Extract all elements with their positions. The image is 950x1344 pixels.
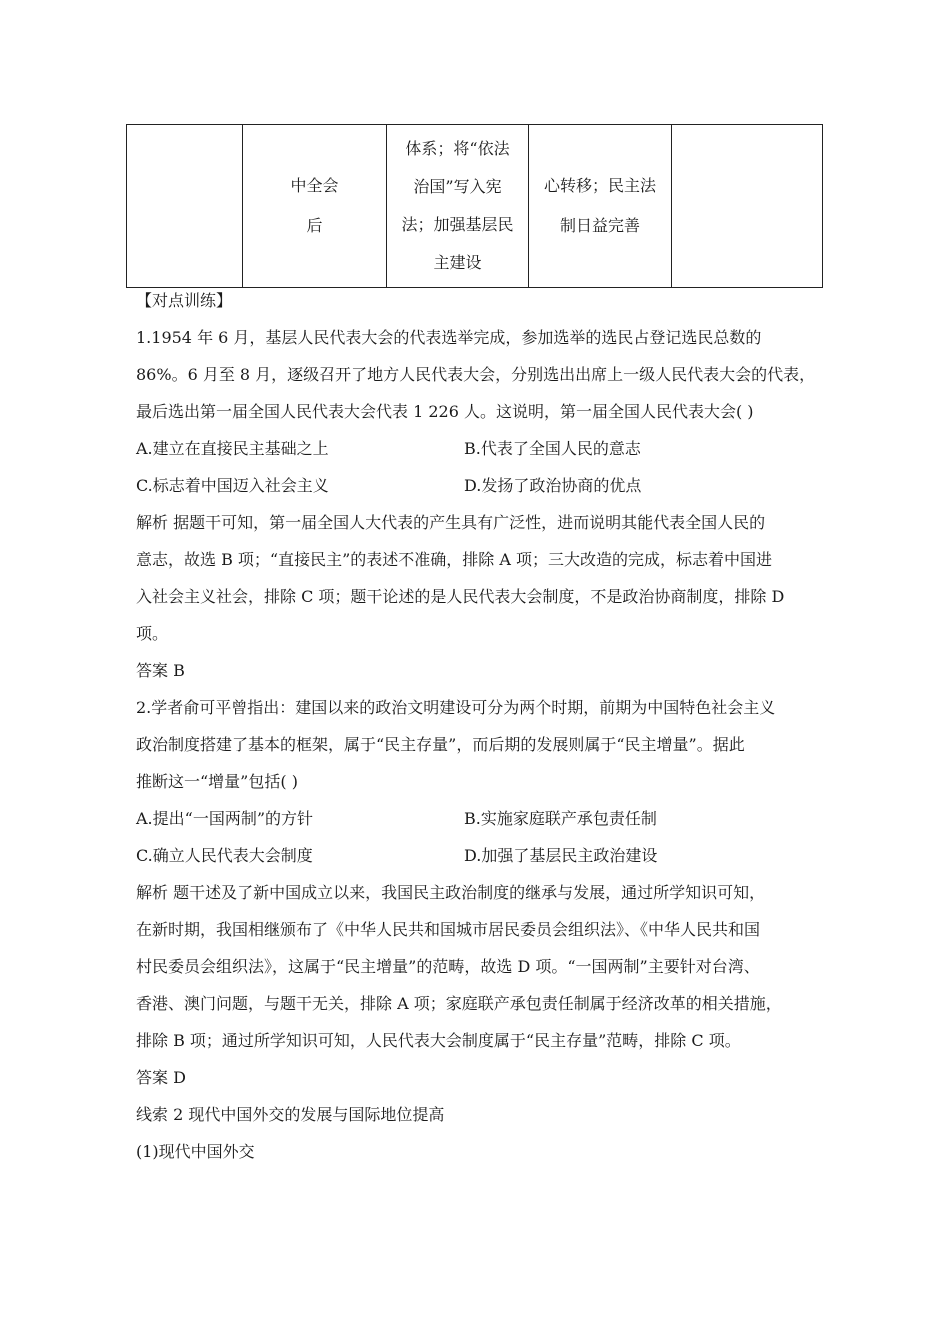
option-row (136, 430, 826, 467)
option-row (136, 837, 826, 874)
summary-table-fragment (126, 124, 823, 288)
question-stem-line: 86%。6 月至 8 月，逐级召开了地方人民代表大会，分别选出出席上一级人民代表大会的代表， (136, 365, 816, 384)
analysis-line: 解析 据题干可知，第一届全国人大代表的产生具有广泛性，进而说明其能代表全国人民的 (136, 513, 766, 532)
option-c: C.确立人民代表大会制度 (136, 846, 313, 865)
option-d: D.加强了基层民主政治建设 (464, 846, 658, 865)
table-cell-empty-1 (127, 125, 243, 288)
question-stem-line: 最后选出第一届全国人民代表大会代表 1 226 人。这说明，第一届全国人民代表大会( ) (136, 402, 754, 421)
question-2 (136, 689, 826, 1096)
analysis-line: 在新时期，我国相继颁布了《中华人民共和国城市居民委员会组织法》、《中华人民共和国 (136, 920, 761, 939)
question-stem-line: 1.1954 年 6 月，基层人民代表大会的代表选举完成，参加选举的选民占登记选民总数的 (136, 328, 762, 347)
analysis-line: 意志，故选 B 项；“直接民主”的表述不准确，排除 A 项；三大改造的完成，标志着中国进 (136, 550, 773, 569)
question-1 (136, 319, 826, 689)
option-d: D.发扬了政治协商的优点 (464, 476, 642, 495)
option-a: A.建立在直接民主基础之上 (136, 439, 329, 458)
table-cell-empty-2 (672, 125, 823, 288)
section-heading: 线索 2 现代中国外交的发展与国际地位提高 (136, 1105, 445, 1124)
table-cell-meeting: 中全会 后 (243, 125, 387, 288)
option-row (136, 800, 826, 837)
analysis-line: 项。 (136, 624, 169, 643)
option-b: B.代表了全国人民的意志 (464, 439, 641, 458)
table-row (127, 125, 823, 288)
option-b: B.实施家庭联产承包责任制 (464, 809, 657, 828)
analysis-line: 香港、澳门问题，与题干无关，排除 A 项；家庭联产承包责任制属于经济改革的相关措施， (136, 994, 782, 1013)
sub-heading: (1)现代中国外交 (136, 1142, 255, 1161)
analysis-line: 村民委员会组织法》，这属于“民主增量”的范畴，故选 D 项。“一国两制”主要针对台湾、 (136, 957, 760, 976)
analysis-line: 入社会主义社会，排除 C 项；题干论述的是人民代表大会制度，不是政治协商制度，排除 D (136, 587, 785, 606)
question-stem-line: 推断这一“增量”包括( ) (136, 772, 298, 791)
document-body (136, 282, 826, 1170)
table-cell-measures: 体系；将“依法 治国”写入宪 法；加强基层民 主建设 (387, 125, 529, 288)
analysis-line: 解析 题干述及了新中国成立以来，我国民主政治制度的继承与发展，通过所学知识可知， (136, 883, 766, 902)
section-label: 【对点训练】 (136, 291, 233, 310)
answer: 答案 D (136, 1068, 186, 1087)
option-c: C.标志着中国迈入社会主义 (136, 476, 329, 495)
option-a: A.提出“一国两制”的方针 (136, 809, 314, 828)
option-row (136, 467, 826, 504)
answer: 答案 B (136, 661, 185, 680)
question-stem-line: 政治制度搭建了基本的框架，属于“民主存量”，而后期的发展则属于“民主增量”。据此 (136, 735, 745, 754)
table-cell-features: 心转移；民主法 制日益完善 (529, 125, 672, 288)
analysis-line: 排除 B 项；通过所学知识可知，人民代表大会制度属于“民主存量”范畴，排除 C 项。 (136, 1031, 741, 1050)
question-stem-line: 2.学者俞可平曾指出：建国以来的政治文明建设可分为两个时期，前期为中国特色社会主义 (136, 698, 776, 717)
